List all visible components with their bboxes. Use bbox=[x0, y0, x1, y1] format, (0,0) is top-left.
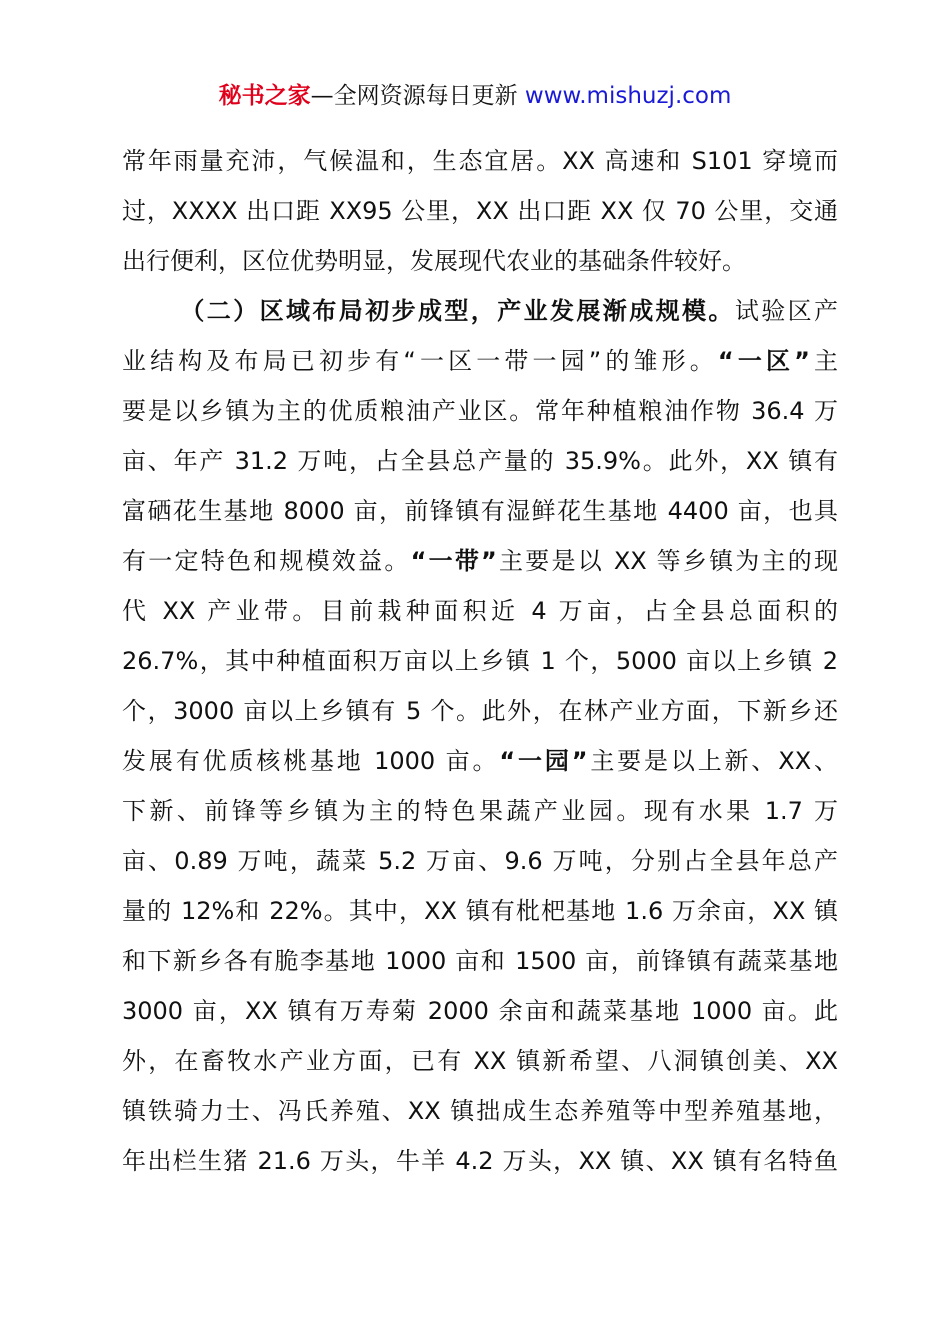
page-header bbox=[0, 80, 950, 112]
text-line-18: 3000 亩，XX 镇有万寿菊 2000 余亩和蔬菜基地 1000 亩。此 bbox=[122, 997, 838, 1025]
text-run: 试验区产 bbox=[734, 297, 839, 325]
text-line-16: 量的 12%和 22%。其中，XX 镇有枇杷基地 1.6 万余亩，XX 镇 bbox=[122, 897, 838, 925]
document-body bbox=[122, 136, 838, 1186]
text-line-1: 常年雨量充沛，气候温和，生态宜居。XX 高速和 S101 穿境而 bbox=[122, 147, 838, 175]
brand-name: 秘书之家 bbox=[218, 83, 311, 109]
text-line-15: 亩、0.89 万吨，蔬菜 5.2 万亩、9.6 万吨，分别占全县年总产 bbox=[122, 847, 838, 875]
term-yidai: “一带” bbox=[410, 547, 497, 575]
text-line-21: 年出栏生猪 21.6 万头，牛羊 4.2 万头，XX 镇、XX 镇有名特鱼 bbox=[122, 1147, 838, 1175]
text-line-6: 要是以乡镇为主的优质粮油产业区。常年种植粮油作物 36.4 万 bbox=[122, 397, 838, 425]
text-line-17: 和下新乡各有脆李基地 1000 亩和 1500 亩，前锋镇有蔬菜基地 bbox=[122, 947, 838, 975]
text-line-20: 镇铁骑力士、冯氏养殖、XX 镇拙成生态养殖等中型养殖基地， bbox=[122, 1097, 838, 1125]
text-run: 主要是以上新、XX、 bbox=[587, 747, 838, 775]
text-line-4 bbox=[122, 286, 838, 336]
text-line-14: 下新、前锋等乡镇为主的特色果蔬产业园。现有水果 1.7 万 bbox=[122, 797, 838, 825]
text-run: 发展有优质核桃基地 1000 亩。 bbox=[122, 747, 500, 775]
header-tagline: —全网资源每日更新 bbox=[310, 83, 525, 109]
text-line-7: 亩、年产 31.2 万吨，占全县总产量的 35.9%。此外，XX 镇有 bbox=[122, 447, 838, 475]
text-line-8: 富硒花生基地 8000 亩，前锋镇有湿鲜花生基地 4400 亩，也具 bbox=[122, 497, 838, 525]
term-yiyuan: “一园” bbox=[499, 747, 588, 775]
text-line-2: 过，XXXX 出口距 XX95 公里，XX 出口距 XX 仅 70 公里，交通 bbox=[122, 197, 838, 225]
text-run: 主 bbox=[809, 347, 839, 375]
section-heading: （二）区域布局初步成型，产业发展渐成规模。 bbox=[178, 297, 735, 325]
text-line-11: 26.7%，其中种植面积万亩以上乡镇 1 个，5000 亩以上乡镇 2 bbox=[122, 647, 838, 675]
text-run: 业结构及布局已初步有“一区一带一园”的雏形。 bbox=[122, 347, 718, 375]
text-line-12: 个，3000 亩以上乡镇有 5 个。此外，在林产业方面，下新乡还 bbox=[122, 697, 838, 725]
text-run: 主要是以 XX 等乡镇为主的现 bbox=[496, 547, 839, 575]
text-line-9 bbox=[122, 536, 838, 586]
term-yiqu: “一区” bbox=[717, 347, 810, 375]
text-line-19: 外，在畜牧水产业方面，已有 XX 镇新希望、八洞镇创美、XX bbox=[122, 1047, 838, 1075]
text-line-10: 代 XX 产业带。目前栽种面积近 4 万亩，占全县总面积的 bbox=[122, 597, 838, 625]
site-url: www.mishuzj.com bbox=[524, 83, 732, 109]
text-line-5 bbox=[122, 336, 838, 386]
text-line-3: 出行便利，区位优势明显，发展现代农业的基础条件较好。 bbox=[122, 247, 746, 275]
text-run: 有一定特色和规模效益。 bbox=[122, 547, 411, 575]
text-line-13 bbox=[122, 736, 838, 786]
